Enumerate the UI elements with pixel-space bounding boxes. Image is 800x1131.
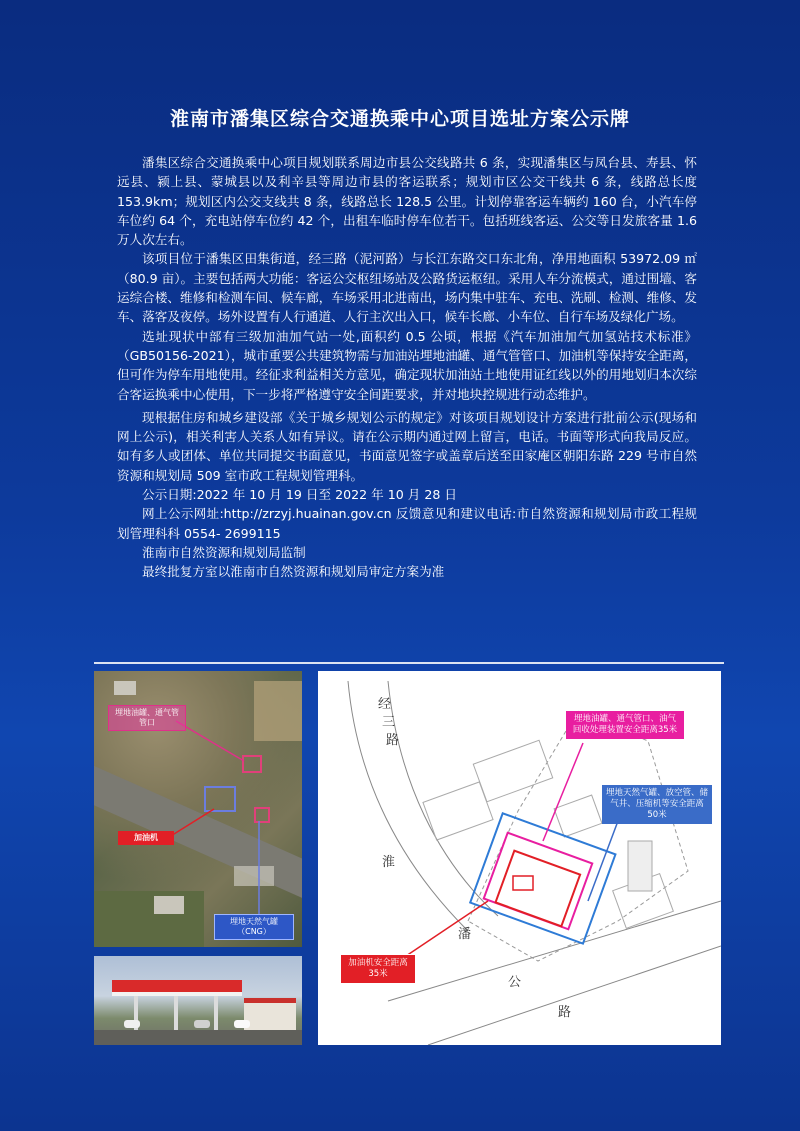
dispenser-safety-distance-label: 加油机安全距离35米 xyxy=(340,954,416,984)
road-south-char: 路 xyxy=(558,1005,572,1020)
paragraph-publicity: 现根据住房和城乡建设部《关于城乡规划公示的规定》对该项目规划设计方案进行批前公示(现场和网上公示)，相关利害人关系人如有异议。请在公示期内通过网上留言，电话。书面等形式向我局反应。如有多人或团体、单位共同提交书面意见，书面意见签字或盖章后送至田家庵区朝阳东路 229 号市自然资源和规划局 509 室市政工程规划管理科。 xyxy=(117,409,697,483)
site-plan xyxy=(318,671,721,1045)
road-south-char: 潘 xyxy=(458,927,472,942)
page-title: 淮南市潘集区综合交通换乘中心项目选址方案公示牌 xyxy=(169,108,630,130)
oil-safety-distance-label: 埋地油罐、通气管口、油气回收处理装置安全距离35米 xyxy=(566,711,684,739)
road-west-char: 三 xyxy=(382,715,396,730)
contact-info: 网上公示网址:http://zrzyj.huainan.gov.cn 反馈意见和建议电话:市自然资源和规划局市政工程规划管理科科 0554- 2699115 xyxy=(117,506,697,541)
paragraph-gas-station: 选址现状中部有三级加油加气站一处,面积约 0.5 公顷，根据《汽车加油加气加氢站技术标准》（GB50156-2021），城市重要公共建筑物需与加油站埋地油罐、通气管管口、加油机等保持安全距离，但可作为停车用地使用。经征求利益相关方意见，确定现状加油站土地使用证红线以外的用地划归本次综合客运换乘中心使用，下一步将严格遵守安全间距要求，并对地块控规进行动态维护。 xyxy=(117,328,697,402)
station-canopy xyxy=(112,980,242,992)
gas-station-photo xyxy=(94,956,302,1045)
road-south-char: 公 xyxy=(508,975,522,990)
road-west-char: 路 xyxy=(386,733,400,748)
station-shop xyxy=(244,998,296,1033)
paragraph-overview: 潘集区综合交通换乘中心项目规划联系周边市县公交线路共 6 条，实现潘集区与凤台县、寿县、怀远县、颍上县、蒙城县以及利辛县等周边市县的客运联系；规划市区公交干线共 6 条，线路总长度 153.9km；规划区内公交支线共 8 条，线路总长 128.5 公里。计划停靠客运车辆约 160 台，小汽车停车位约 64 个，充电站停车位约 42 个，出租车临时停车位若干。包括班线客运、公交等日发旅客量 1.6 万人次左右。 xyxy=(117,155,697,248)
supervisor: 淮南市自然资源和规划局监制 xyxy=(142,544,306,560)
cng-tank-callout: 埋地天然气罐（CNG） xyxy=(214,914,294,940)
aerial-photo xyxy=(94,671,302,947)
notice-body xyxy=(117,153,697,582)
publicity-dates: 公示日期:2022 年 10 月 19 日至 2022 年 10 月 28 日 xyxy=(142,487,458,503)
paragraph-location: 该项目位于潘集区田集街道，经三路（泥河路）与长江东路交口东北角，净用地面积 53972.09 ㎡（80.9 亩）。主要包括两大功能：客运公交枢纽场站及公路货运枢纽。采用人车分流模式，通过围墙、客运综合楼、维修和检测车间、候车廊，车场采用北进南出，场内集中驻车、充电、洗刷、检测、维修、发车、落客及夜停。场外设置有人行通道、人行主次出入口，候车长廊、小车位、自行车场及绿化广场。 xyxy=(117,251,697,325)
road-west-char: 经 xyxy=(378,697,392,712)
dispenser-callout: 加油机 xyxy=(118,831,174,845)
final-approval-note: 最终批复方室以淮南市自然资源和规划局审定方案为准 xyxy=(142,564,445,580)
road-south-char: 淮 xyxy=(382,855,396,870)
tank-vent-callout: 埋地油罐、通气管管口 xyxy=(108,705,186,731)
gas-safety-distance-label: 埋地天然气罐、放空管、储气井、压缩机等安全距离50米 xyxy=(602,785,712,824)
divider xyxy=(94,662,724,664)
